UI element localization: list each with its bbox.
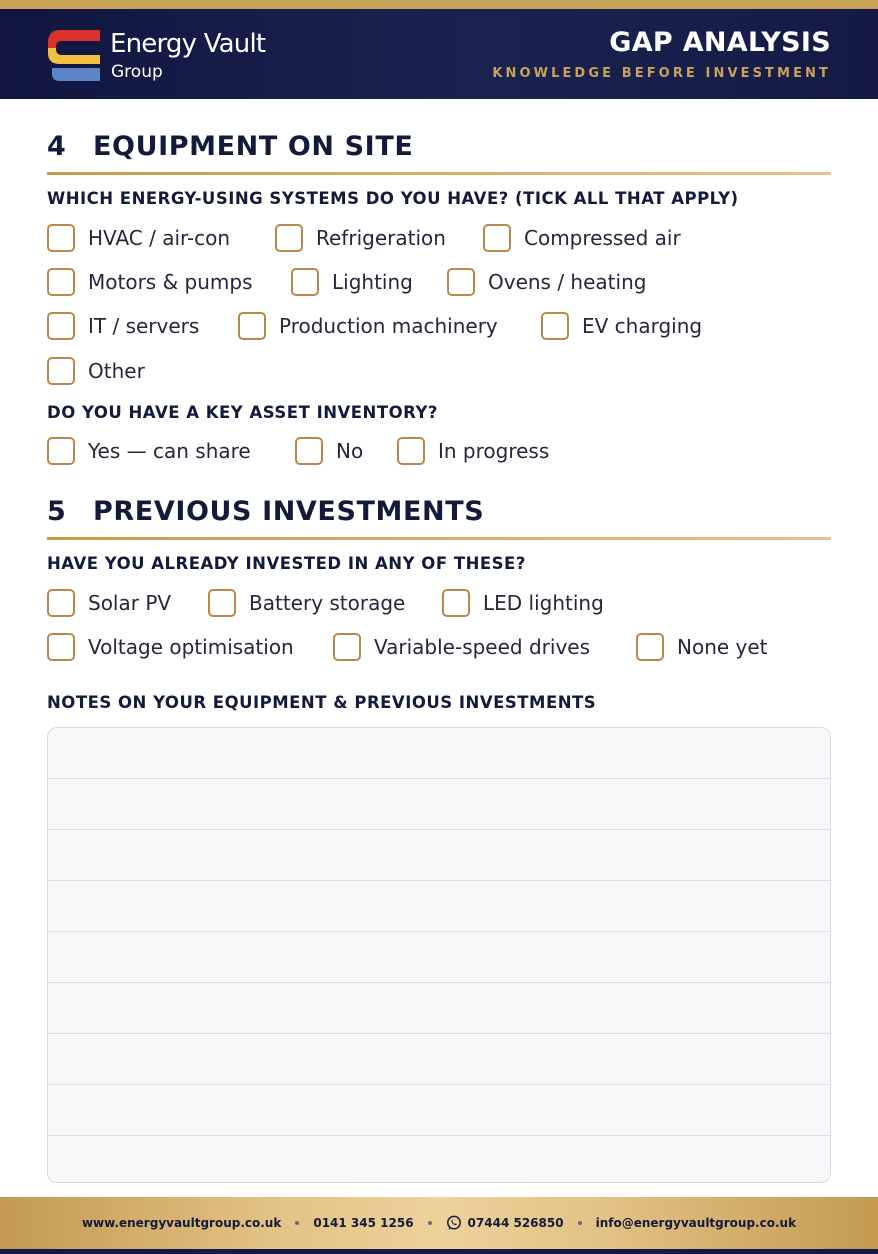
checkbox-compressed-air[interactable]	[483, 223, 681, 253]
checkbox-box[interactable]	[47, 357, 75, 385]
footer-website[interactable]: www.energyvaultgroup.co.uk	[81, 1216, 282, 1230]
checkbox-led-lighting[interactable]	[442, 588, 604, 618]
footer-separator	[578, 1221, 582, 1225]
brand-name: Energy Vault	[110, 29, 266, 59]
checkbox-ovens-heating[interactable]	[447, 267, 646, 297]
section-4-rule	[47, 172, 831, 175]
checkbox-label: EV charging	[582, 314, 703, 338]
header-top-strip	[0, 0, 878, 9]
checkbox-other[interactable]	[47, 356, 145, 386]
checkbox-label: LED lighting	[483, 591, 604, 615]
checkbox-label: Yes — can share	[88, 439, 251, 463]
notes-textarea[interactable]	[47, 727, 831, 1183]
checkbox-label: Compressed air	[524, 226, 681, 250]
checkbox-label: No	[336, 439, 364, 463]
checkbox-variable-speed-drives[interactable]	[333, 632, 590, 662]
footer-separator	[295, 1221, 299, 1225]
checkbox-box[interactable]	[238, 312, 266, 340]
note-line	[48, 880, 830, 881]
checkbox-ev-charging[interactable]	[541, 311, 702, 341]
checkbox-box[interactable]	[47, 312, 75, 340]
note-line	[48, 1135, 830, 1136]
checkbox-label: Lighting	[332, 270, 413, 294]
checkbox-box[interactable]	[541, 312, 569, 340]
section-4-heading	[47, 131, 413, 162]
section-title: EQUIPMENT ON SITE	[93, 131, 414, 162]
checkbox-label: Motors & pumps	[88, 270, 253, 294]
checkbox-none-yet[interactable]	[636, 632, 768, 662]
checkbox-box[interactable]	[636, 633, 664, 661]
checkbox-box[interactable]	[397, 437, 425, 465]
footer-email[interactable]: info@energyvaultgroup.co.uk	[595, 1216, 797, 1230]
note-line	[48, 931, 830, 932]
checkbox-label: Ovens / heating	[488, 270, 647, 294]
notes-label: NOTES ON YOUR EQUIPMENT & PREVIOUS INVESTMENTS	[47, 693, 597, 712]
section-number: 5	[47, 496, 67, 527]
energy-vault-logo	[46, 28, 102, 82]
asset-inventory-question: DO YOU HAVE A KEY ASSET INVENTORY?	[47, 403, 438, 422]
footer-separator	[428, 1221, 432, 1225]
checkbox-box[interactable]	[295, 437, 323, 465]
checkbox-box[interactable]	[333, 633, 361, 661]
checkbox-box[interactable]	[447, 268, 475, 296]
checkbox-label: IT / servers	[88, 314, 200, 338]
checkbox-box[interactable]	[275, 224, 303, 252]
footer-mobile-group[interactable]	[446, 1215, 564, 1231]
whatsapp-icon	[446, 1215, 462, 1231]
note-line	[48, 778, 830, 779]
checkbox-lighting[interactable]	[291, 267, 413, 297]
note-line	[48, 1084, 830, 1085]
document-tagline: KNOWLEDGE BEFORE INVESTMENT	[492, 66, 831, 81]
checkbox-solar-pv[interactable]	[47, 588, 171, 618]
checkbox-box[interactable]	[47, 589, 75, 617]
document-title: GAP ANALYSIS	[609, 27, 831, 58]
checkbox-voltage-optimisation[interactable]	[47, 632, 294, 662]
checkbox-box[interactable]	[47, 437, 75, 465]
header-bar	[0, 9, 878, 99]
checkbox-label: None yet	[677, 635, 768, 659]
investments-question: HAVE YOU ALREADY INVESTED IN ANY OF THESE?	[47, 554, 526, 573]
checkbox-box[interactable]	[208, 589, 236, 617]
checkbox-label: In progress	[438, 439, 550, 463]
checkbox-production-machinery[interactable]	[238, 311, 498, 341]
footer-bottom-strip	[0, 1249, 878, 1254]
section-number: 4	[47, 131, 67, 162]
note-line	[48, 982, 830, 983]
footer-mobile: 07444 526850	[467, 1216, 564, 1230]
note-line	[48, 829, 830, 830]
checkbox-box[interactable]	[47, 224, 75, 252]
checkbox-label: Variable-speed drives	[374, 635, 591, 659]
checkbox-label: Voltage optimisation	[88, 635, 294, 659]
checkbox-label: HVAC / air-con	[88, 226, 231, 250]
checkbox-box[interactable]	[483, 224, 511, 252]
checkbox-label: Refrigeration	[316, 226, 446, 250]
brand-subtitle: Group	[111, 62, 163, 82]
checkbox-inventory-in-progress[interactable]	[397, 436, 549, 466]
checkbox-box[interactable]	[291, 268, 319, 296]
checkbox-battery-storage[interactable]	[208, 588, 405, 618]
checkbox-label: Production machinery	[279, 314, 498, 338]
checkbox-box[interactable]	[47, 633, 75, 661]
checkbox-hvac[interactable]	[47, 223, 230, 253]
checkbox-refrigeration[interactable]	[275, 223, 446, 253]
section-title: PREVIOUS INVESTMENTS	[93, 496, 485, 527]
checkbox-box[interactable]	[442, 589, 470, 617]
note-line	[48, 1033, 830, 1034]
section-5-rule	[47, 537, 831, 540]
footer-phone[interactable]: 0141 345 1256	[313, 1216, 414, 1230]
section-5-heading	[47, 496, 484, 527]
checkbox-label: Battery storage	[249, 591, 406, 615]
checkbox-inventory-no[interactable]	[295, 436, 363, 466]
footer-bar	[0, 1197, 878, 1249]
checkbox-label: Other	[88, 359, 145, 383]
checkbox-it-servers[interactable]	[47, 311, 199, 341]
checkbox-label: Solar PV	[88, 591, 172, 615]
systems-question: WHICH ENERGY-USING SYSTEMS DO YOU HAVE? (TICK ALL THAT APPLY)	[47, 189, 739, 208]
checkbox-box[interactable]	[47, 268, 75, 296]
checkbox-motors-pumps[interactable]	[47, 267, 253, 297]
checkbox-inventory-yes[interactable]	[47, 436, 251, 466]
